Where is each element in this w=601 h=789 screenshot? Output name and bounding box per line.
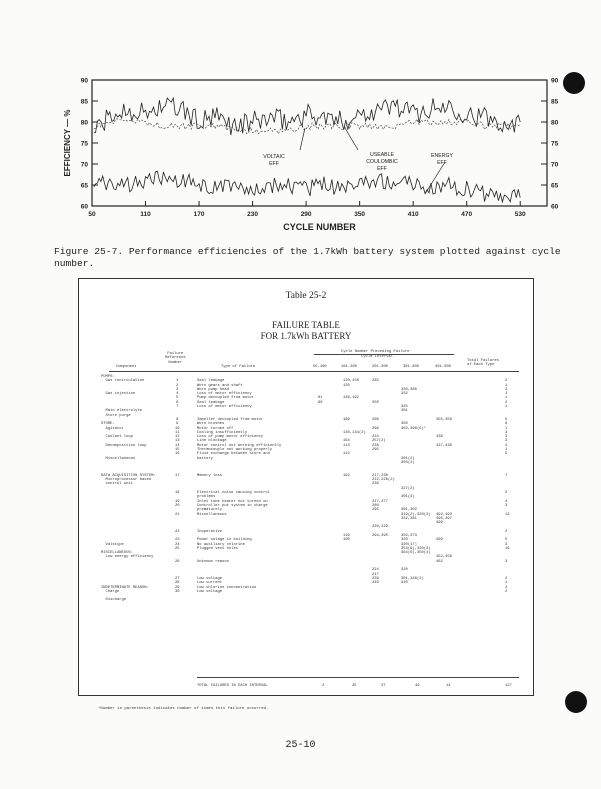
annotation-energy-text: EFF: [437, 160, 447, 166]
col-interval4-header: 301-400: [403, 365, 419, 369]
annotation-voltaic-text: VOLTAIC: [263, 154, 285, 160]
failure-table: [78, 278, 534, 696]
annotation-coulombic-text: COULOMBIC: [366, 159, 398, 165]
table-footnote: *Number in parenthesis indicates number of times this failure occurred.: [98, 707, 269, 711]
body-interval1: 61 98: [318, 396, 323, 405]
body-components: PUMPS: Gas recirculation Gas injection Main electrolyte Store purge STORE: Agitator Coolant loop Decomposition loop Miscellaneous DATA ACQUISITION SYSTEM: Microprocessor based control unit Valstype MISCELLANEOUS: Low energy efficiency INDETERMINATE REASON: Charge Discharge: [101, 375, 156, 603]
x-tick-label: 350: [354, 211, 366, 218]
body-interval5: 455,459 438 437,438 492,493 495,497 499 499 452,456 462: [436, 417, 452, 564]
annotation-energy-leader: [425, 162, 445, 194]
y-tick-label-right: 85: [551, 98, 559, 106]
series-line-voltaic: [94, 119, 520, 134]
body-refs: 1 2 3 4 5 6 7 8 9 10 11 12 13 14 15 16 17 18 19 20 21 22 23 24 25 26 27 28 29 30: [175, 379, 180, 594]
y-tick-label-left: 65: [80, 182, 88, 190]
col-interval2-header: 101-200: [341, 365, 357, 369]
y-tick-label-right: 75: [551, 140, 559, 148]
y-tick-label-right: 70: [551, 161, 559, 169]
chart-labels: [63, 110, 453, 232]
col-ref-header: Failure Reference Number: [165, 352, 186, 365]
annotation-voltaic-leader: [300, 128, 305, 150]
body-totals: 2 1 2 1 1 2 1 5 6 1 3 3 3 4 1 5 7 2 4 3 13 2 5 3 16 3 2 1 4 2: [505, 379, 510, 594]
chart-ticks: [81, 78, 559, 219]
y-tick-label-right: 80: [551, 119, 559, 127]
x-axis-label: CYCLE NUMBER: [283, 222, 356, 232]
series-line-energy: [94, 171, 520, 202]
page-number: 25-10: [285, 740, 316, 751]
col-component-header: Component: [116, 365, 137, 369]
body-interval2: 120,156 120 136,192 189 130,134(2) 164 113 112 192 119 100: [343, 379, 366, 543]
total-interval5: 14: [446, 684, 451, 688]
body-types: Seal leakage Worn gears and shaft Worn pump head Loss of motor efficiency Pump decoupled from motor Seal leakage Loss of motor efficiency Impeller decoupled from motor Worn brushes Motor turned off Cooling insufficiently Loss of pump motor efficiency Line blockage Motor control not working efficiently Thermocouple not working properly Fluid exchange between store and battery Memory loss Electrical noise causing control problems Inlet tube heater not turned on Controller put system in charge prematurely Miscellaneous Inoperative Power outage in building No auxiliary chlorine Plugged vent holes Unknown reason Low voltage Low current Low chlorine concentration Low voltage: [197, 379, 282, 594]
figure-caption: Figure 25-7. Performance efficiencies of the 1.7kWh battery system plotted against cycle number.: [54, 246, 561, 269]
header-interval: Cycle Interval: [361, 355, 393, 359]
table-number: Table 25-2: [285, 291, 327, 301]
annotation-voltaic-text: EFF: [269, 161, 279, 167]
x-tick-label: 410: [407, 211, 419, 218]
col-interval3-header: 201-300: [372, 365, 388, 369]
y-tick-label-left: 70: [80, 161, 88, 169]
series-line-coulombic: [94, 98, 520, 135]
binder-hole-bottom: [565, 691, 587, 713]
x-tick-label: 50: [88, 211, 96, 218]
y-axis-label: EFFICIENCY — %: [63, 109, 72, 177]
efficiency-chart: [0, 0, 601, 245]
total-interval1: 2: [322, 684, 325, 688]
y-tick-label-right: 60: [551, 203, 559, 211]
chart-axes: [92, 80, 547, 206]
x-tick-label: 170: [193, 211, 205, 218]
body-interval4: 330,380 332 345 301 350 302,396(5)* 301(2) 303(2) 327(2) 301(4) 301,302 319(2),320(3) 332,381 302,373 320 320(17) 353(6),320(3) 364(6),350(4) 320 301,346(2) 320: [401, 387, 431, 586]
col-total-header: Total Failures of Each Type: [467, 359, 499, 368]
col-type-header: Type of Failure: [221, 365, 256, 369]
y-tick-label-left: 80: [80, 119, 88, 127]
col-interval5-header: 401-500: [435, 365, 451, 369]
y-tick-label-left: 85: [80, 98, 88, 106]
header-cycle: Cycle Number Preceding Failure: [341, 350, 410, 354]
header-rule: [314, 354, 454, 355]
y-tick-label-right: 90: [551, 77, 559, 85]
y-tick-label-left: 60: [80, 203, 88, 211]
total-interval2: 25: [352, 684, 357, 688]
total-interval4: 49: [415, 684, 420, 688]
annotation-coulombic-text: USEABLE: [370, 152, 394, 158]
annotation-coulombic-text: EFF: [377, 166, 387, 172]
plot-frame: [92, 80, 547, 206]
totals-rule: [197, 677, 519, 678]
total-all: 127: [505, 684, 512, 688]
y-tick-label-left: 75: [80, 140, 88, 148]
col-interval1-header: 55-100: [313, 365, 327, 369]
table-title-line1: FAILURE TABLE: [272, 320, 340, 330]
column-rule: [109, 371, 519, 372]
x-tick-label: 470: [461, 211, 473, 218]
annotation-energy-text: ENERGY: [431, 153, 453, 159]
y-tick-label-left: 90: [80, 77, 88, 85]
table-title-line2: FOR 1.7kWh BATTERY: [260, 331, 352, 341]
y-tick-label-right: 65: [551, 182, 559, 190]
x-tick-label: 530: [514, 211, 526, 218]
x-tick-label: 230: [247, 211, 259, 218]
annotation-coulombic-leader: [345, 128, 358, 150]
chart-series: [94, 98, 520, 202]
total-interval3: 37: [381, 684, 386, 688]
totals-label: TOTAL FAILURES IN EACH INTERVAL: [197, 684, 268, 688]
x-tick-label: 110: [140, 211, 151, 218]
x-tick-label: 290: [300, 211, 312, 218]
body-interval3: 285 250 206 296 224 257(2) 238 295 217,230 222,226(2) 236 217,277 280 295 220,229 294,295 224 217 230 249: [372, 379, 395, 586]
